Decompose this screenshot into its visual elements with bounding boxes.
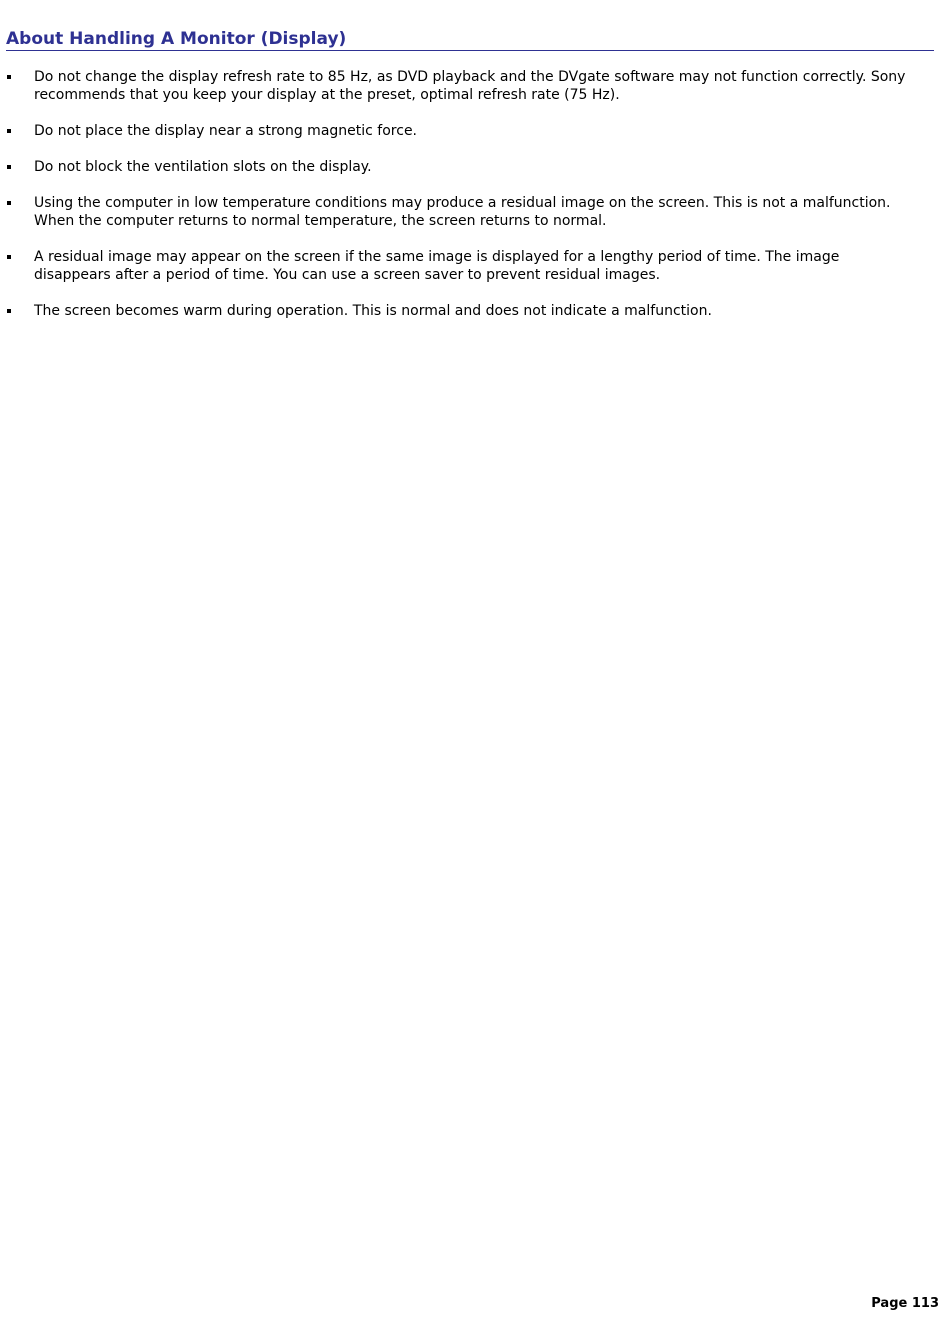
list-item	[0, 122, 910, 140]
list-item	[0, 302, 910, 320]
page-number: Page 113	[871, 1296, 939, 1311]
list-item-text: Using the computer in low temperature conditions may produce a residual image on the screen. This is not a malfunction. When the computer returns to normal temperature, the screen returns to normal.	[34, 195, 891, 229]
page-title: About Handling A Monitor (Display)	[6, 28, 934, 51]
bullet-list	[0, 68, 910, 338]
square-bullet-icon	[7, 201, 11, 205]
square-bullet-icon	[7, 165, 11, 169]
square-bullet-icon	[7, 255, 11, 259]
list-item	[0, 68, 910, 104]
square-bullet-icon	[7, 129, 11, 133]
list-item	[0, 248, 910, 284]
list-item-text: The screen becomes warm during operation. This is normal and does not indicate a malfunction.	[34, 303, 712, 319]
list-item-text: Do not block the ventilation slots on the display.	[34, 159, 372, 175]
list-item-text: Do not change the display refresh rate to 85 Hz, as DVD playback and the DVgate software may not function correctly. Sony recommends that you keep your display at the preset, optimal refresh rate (75 Hz).	[34, 69, 906, 103]
list-item-text: A residual image may appear on the screen if the same image is displayed for a lengthy period of time. The image disappears after a period of time. You can use a screen saver to prevent residual images.	[34, 249, 840, 283]
list-item-text: Do not place the display near a strong magnetic force.	[34, 123, 418, 139]
list-item	[0, 194, 910, 230]
list-item	[0, 158, 910, 176]
square-bullet-icon	[7, 75, 11, 79]
square-bullet-icon	[7, 309, 11, 313]
